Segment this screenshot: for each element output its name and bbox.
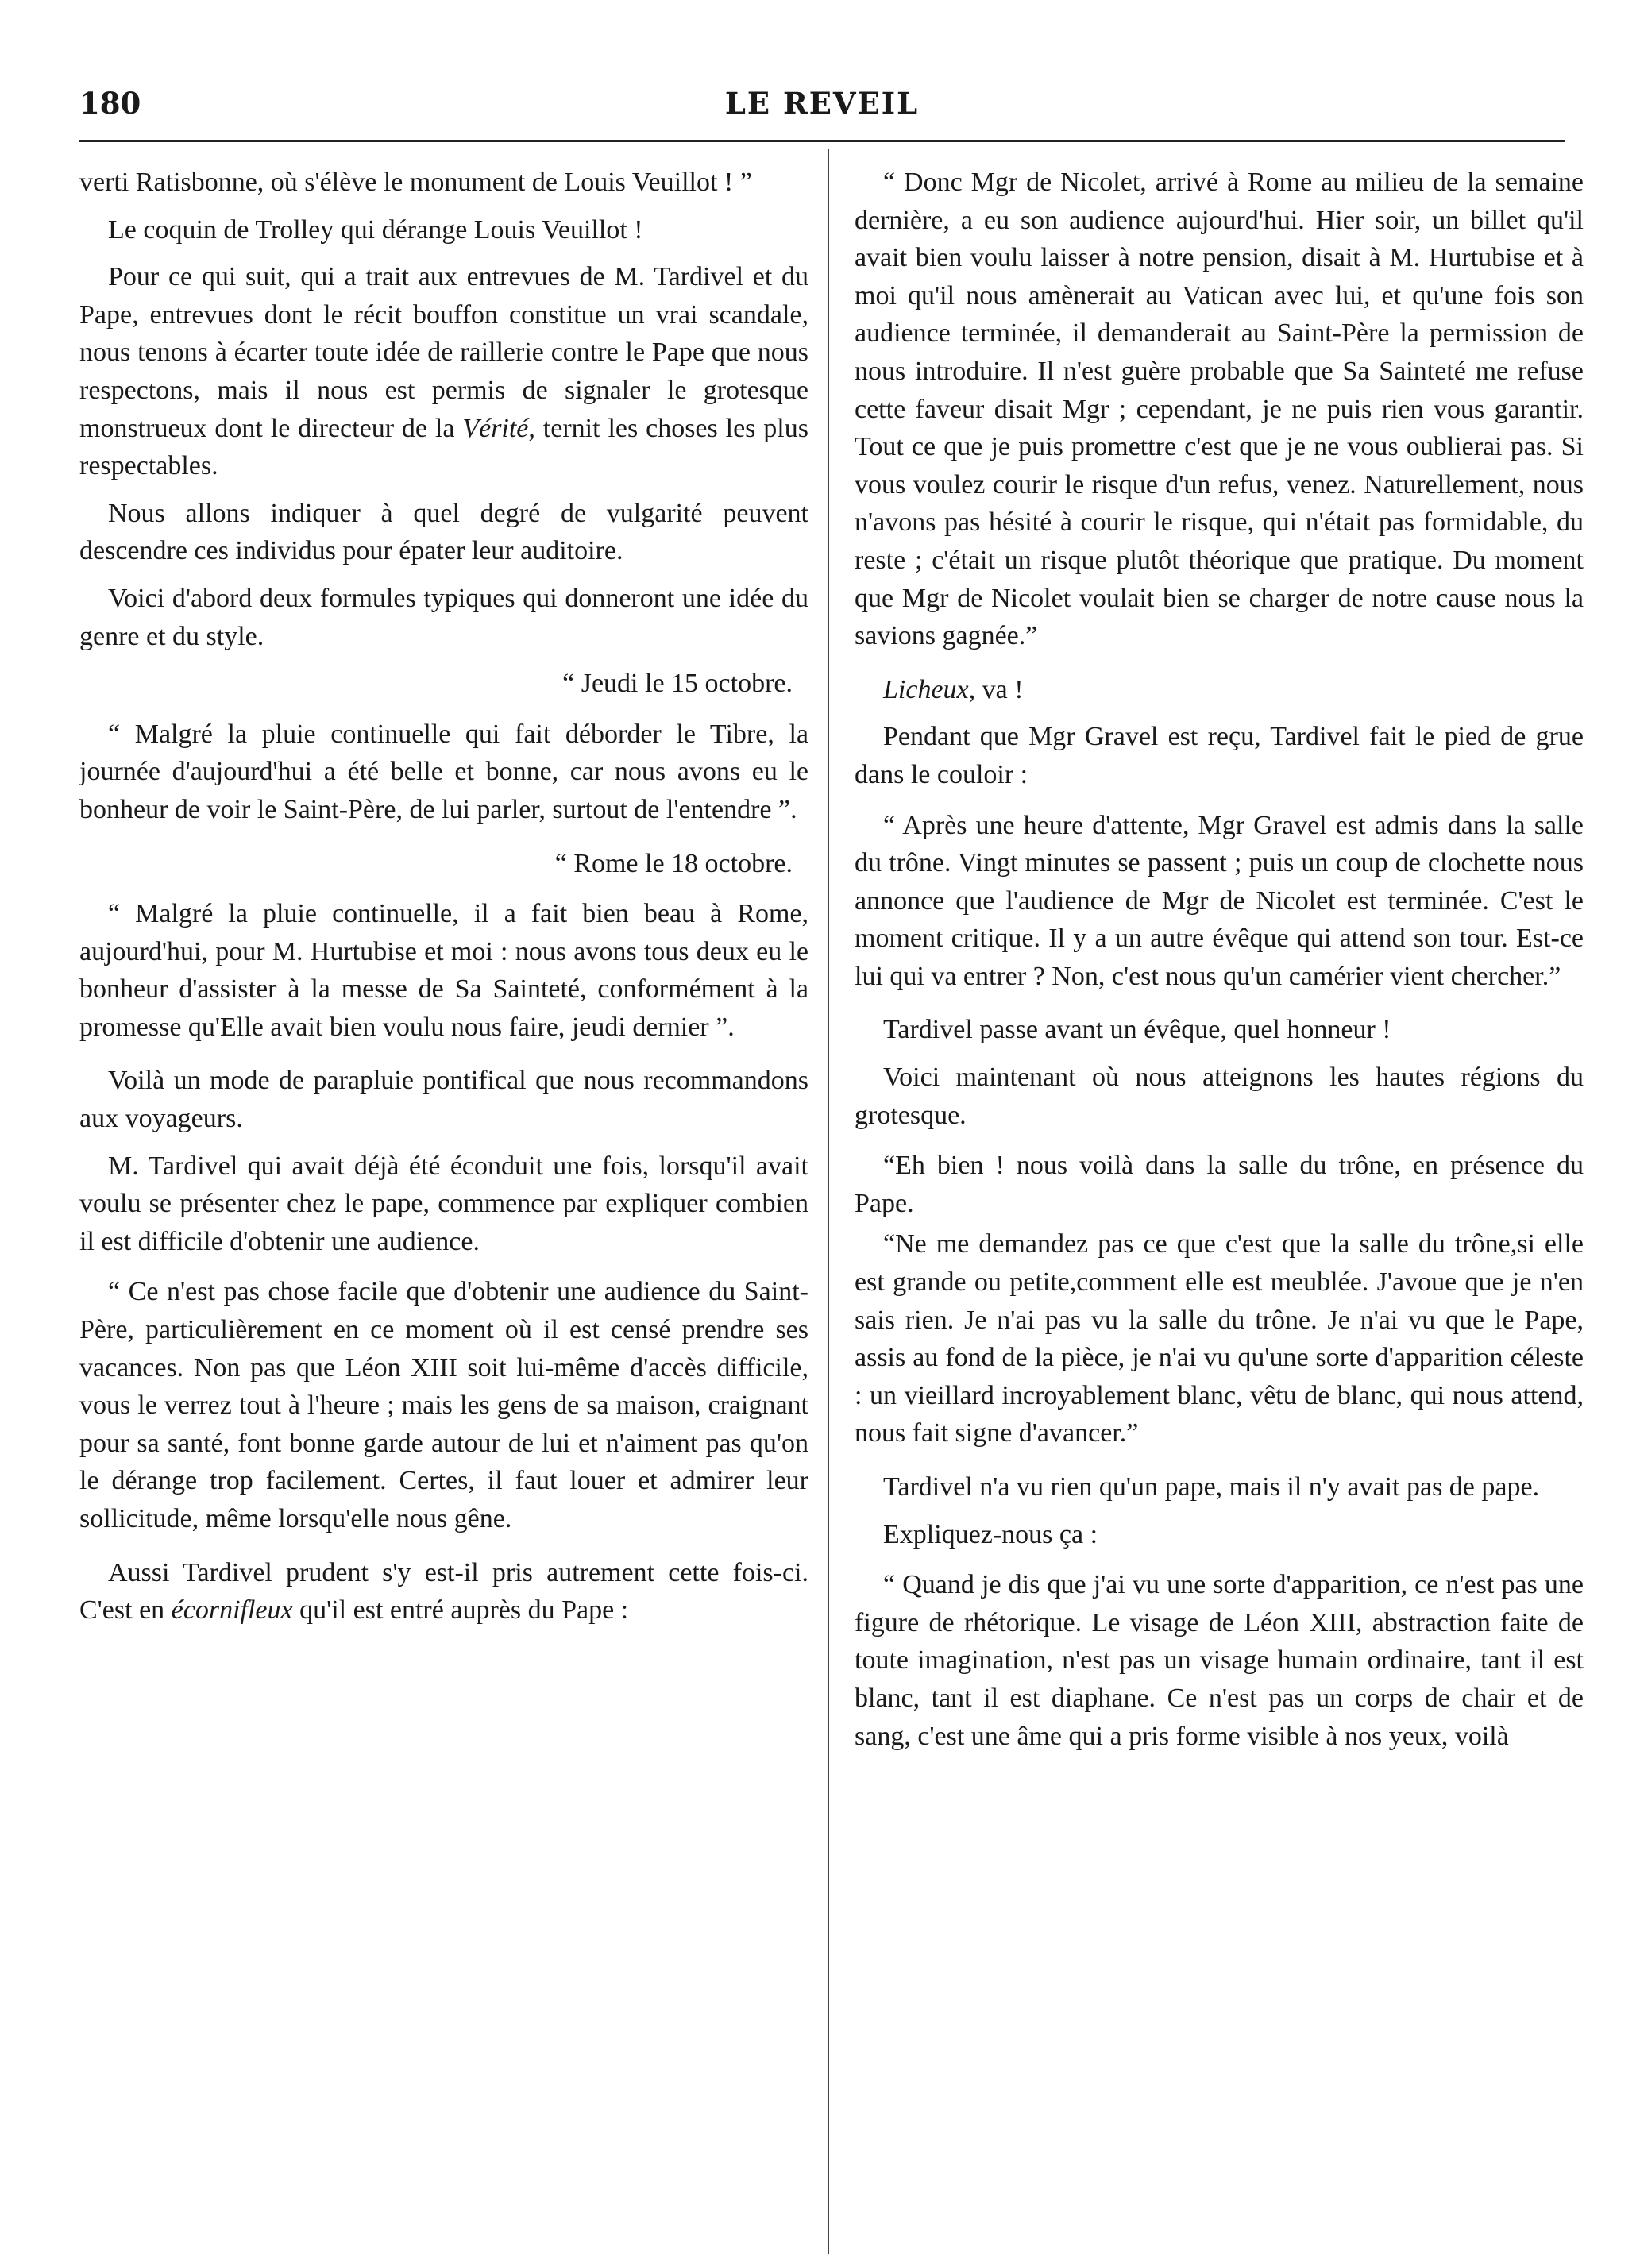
text-run: , ternit les choses les plus respectables. bbox=[79, 413, 808, 481]
paragraph: M. Tardivel qui avait déjà été éconduit une fois, lorsqu'il avait voulu se présenter chez le pape, commence par expliquer combien il est difficile d'obtenir une audience. bbox=[79, 1151, 808, 1256]
journal-name: Vérité bbox=[462, 413, 529, 443]
quotation: “Eh bien ! nous voilà dans la salle du trône, en présence du Pape. bbox=[855, 1151, 1584, 1218]
emphasis: Licheux bbox=[883, 674, 969, 704]
text-run: Pour ce qui suit, qui a trait aux entrevues de M. Tardivel et du Pape, entrevues dont le récit bouffon constitue un vrai scandale, nous tenons à écarter toute idée de raillerie contre le Pape que nous respectons, mais il nous est permis de signaler le grotesque monstrueux dont le directeur de la bbox=[79, 262, 808, 443]
dateline: “ Rome le 18 octobre. bbox=[554, 848, 793, 878]
text-run: qu'il est entré auprès du Pape : bbox=[292, 1595, 629, 1626]
header-rule bbox=[79, 140, 1565, 142]
running-header bbox=[79, 86, 1565, 133]
paragraph bbox=[79, 1554, 808, 1630]
quotation: “ Malgré la pluie continuelle, il a fait bien beau à Rome, aujourd'hui, pour M. Hurtubise et moi : nous avons tous deux eu le bonheur d'assister à la messe de Sa Sainteté, conformément à la promesse qu'Elle avait bien voulu nous faire, jeudi dernier ”. bbox=[79, 899, 808, 1042]
paragraph bbox=[855, 671, 1584, 709]
paragraph: Nous allons indiquer à quel degré de vulgarité peuvent descendre ces individus pour épater leur auditoire. bbox=[79, 498, 808, 566]
emphasis: écornifleux bbox=[171, 1595, 293, 1626]
quotation: “ Quand je dis que j'ai vu une sorte d'apparition, ce n'est pas une figure de rhétorique. Le visage de Léon XIII, abstraction faite de toute imagination, n'est pas un visage humain ordinaire, tant il est blanc, tant il est diaphane. Ce n'est pas un corps de chair et de sang, c'est une âme qui a pris forme visible à nos yeux, voilà bbox=[855, 1570, 1584, 1751]
dateline: “ Jeudi le 15 octobre. bbox=[562, 669, 793, 699]
paragraph: Voilà un mode de parapluie pontifical que nous recommandons aux voyageurs. bbox=[79, 1066, 808, 1134]
paragraph: Tardivel n'a vu rien qu'un pape, mais il n'y avait pas de pape. bbox=[883, 1472, 1540, 1502]
paragraph: Pendant que Mgr Gravel est reçu, Tardivel fait le pied de grue dans le couloir : bbox=[855, 722, 1584, 789]
right-column bbox=[855, 164, 1584, 1771]
paragraph: Voici maintenant où nous atteignons les hautes régions du grotesque. bbox=[855, 1063, 1584, 1130]
paragraph: Expliquez-nous ça : bbox=[883, 1519, 1098, 1549]
left-column bbox=[79, 164, 808, 1639]
page-number: 180 bbox=[79, 86, 141, 121]
paragraph: verti Ratisbonne, où s'élève le monument de Louis Veuillot ! ” bbox=[79, 168, 752, 197]
quotation: “Ne me demandez pas ce que c'est que la salle du trône,si elle est grande ou petite,comment elle est meublée. J'avoue que je n'en sais rien. Je n'ai pas vu la salle du trône. Je n'ai vu que le Pape, assis au fond de la pièce, je n'ai vu qu'une sorte d'apparition céleste : un vieillard incroyablement blanc, vêtu de blanc, qui nous attend, nous fait signe d'avancer.” bbox=[855, 1229, 1584, 1448]
quotation: “ Donc Mgr de Nicolet, arrivé à Rome au milieu de la semaine dernière, a eu son audience aujourd'hui. Hier soir, un billet qu'il avait bien voulu laisser à notre pension, disait à M. Hurtubise et à moi qu'il nous amènerait au Vatican avec lui, et qu'une fois son audience terminée, il demanderait au Saint-Père la permission de nous introduire. Il n'est guère probable que Sa Sainteté me refuse cette faveur disait Mgr ; cependant, je ne puis rien vous garantir. Tout ce que je puis promettre c'est que je ne vous oublierai pas. Si vous voulez courir le risque d'un refus, venez. Naturellement, nous n'avons pas hésité à courir le risque, qui n'était pas formidable, du reste ; c'était un risque plutôt théorique que pratique. Du moment que Mgr de Nicolet voulait bien se charger de notre cause nous la savions gagnée.” bbox=[855, 168, 1584, 651]
paragraph: Le coquin de Trolley qui dérange Louis Veuillot ! bbox=[108, 214, 643, 245]
text-run: , va ! bbox=[968, 674, 1024, 704]
text-run: Aussi Tardivel prudent s'y est-il pris autrement cette fois-ci. C'est en bbox=[79, 1557, 808, 1626]
journal-title: LE REVEIL bbox=[724, 86, 920, 121]
paragraph bbox=[79, 258, 808, 485]
paragraph: Voici d'abord deux formules typiques qui donneront une idée du genre et du style. bbox=[79, 583, 808, 651]
paragraph: Tardivel passe avant un évêque, quel honneur ! bbox=[883, 1015, 1391, 1045]
quotation: “ Ce n'est pas chose facile que d'obtenir une audience du Saint-Père, particulièrement en ce moment où il est censé prendre ses vacances. Non pas que Léon XIII soit lui-même d'accès difficile, vous le verrez tout à l'heure ; mais les gens de sa maison, craignant pour sa santé, font bonne garde autour de lui et n'aiment pas qu'on le dérange trop facilement. Certes, il faut louer et admirer leur sollicitude, même lorsqu'elle nous gêne. bbox=[79, 1277, 808, 1533]
quotation: “ Malgré la pluie continuelle qui fait déborder le Tibre, la journée d'aujourd'hui a été belle et bonne, car nous avons eu le bonheur de voir le Saint-Père, de lui parler, surtout de l'entendre ”. bbox=[79, 719, 808, 824]
quotation: “ Après une heure d'attente, Mgr Gravel est admis dans la salle du trône. Vingt minutes se passent ; puis un coup de clochette nous annonce que l'audience de Mgr de Nicolet est terminée. C'est le moment critique. Il y a un autre évêque qui attend son tour. Est-ce lui qui va entrer ? Non, c'est nous qu'un camérier vient chercher.” bbox=[855, 810, 1584, 991]
column-divider bbox=[828, 149, 829, 2254]
